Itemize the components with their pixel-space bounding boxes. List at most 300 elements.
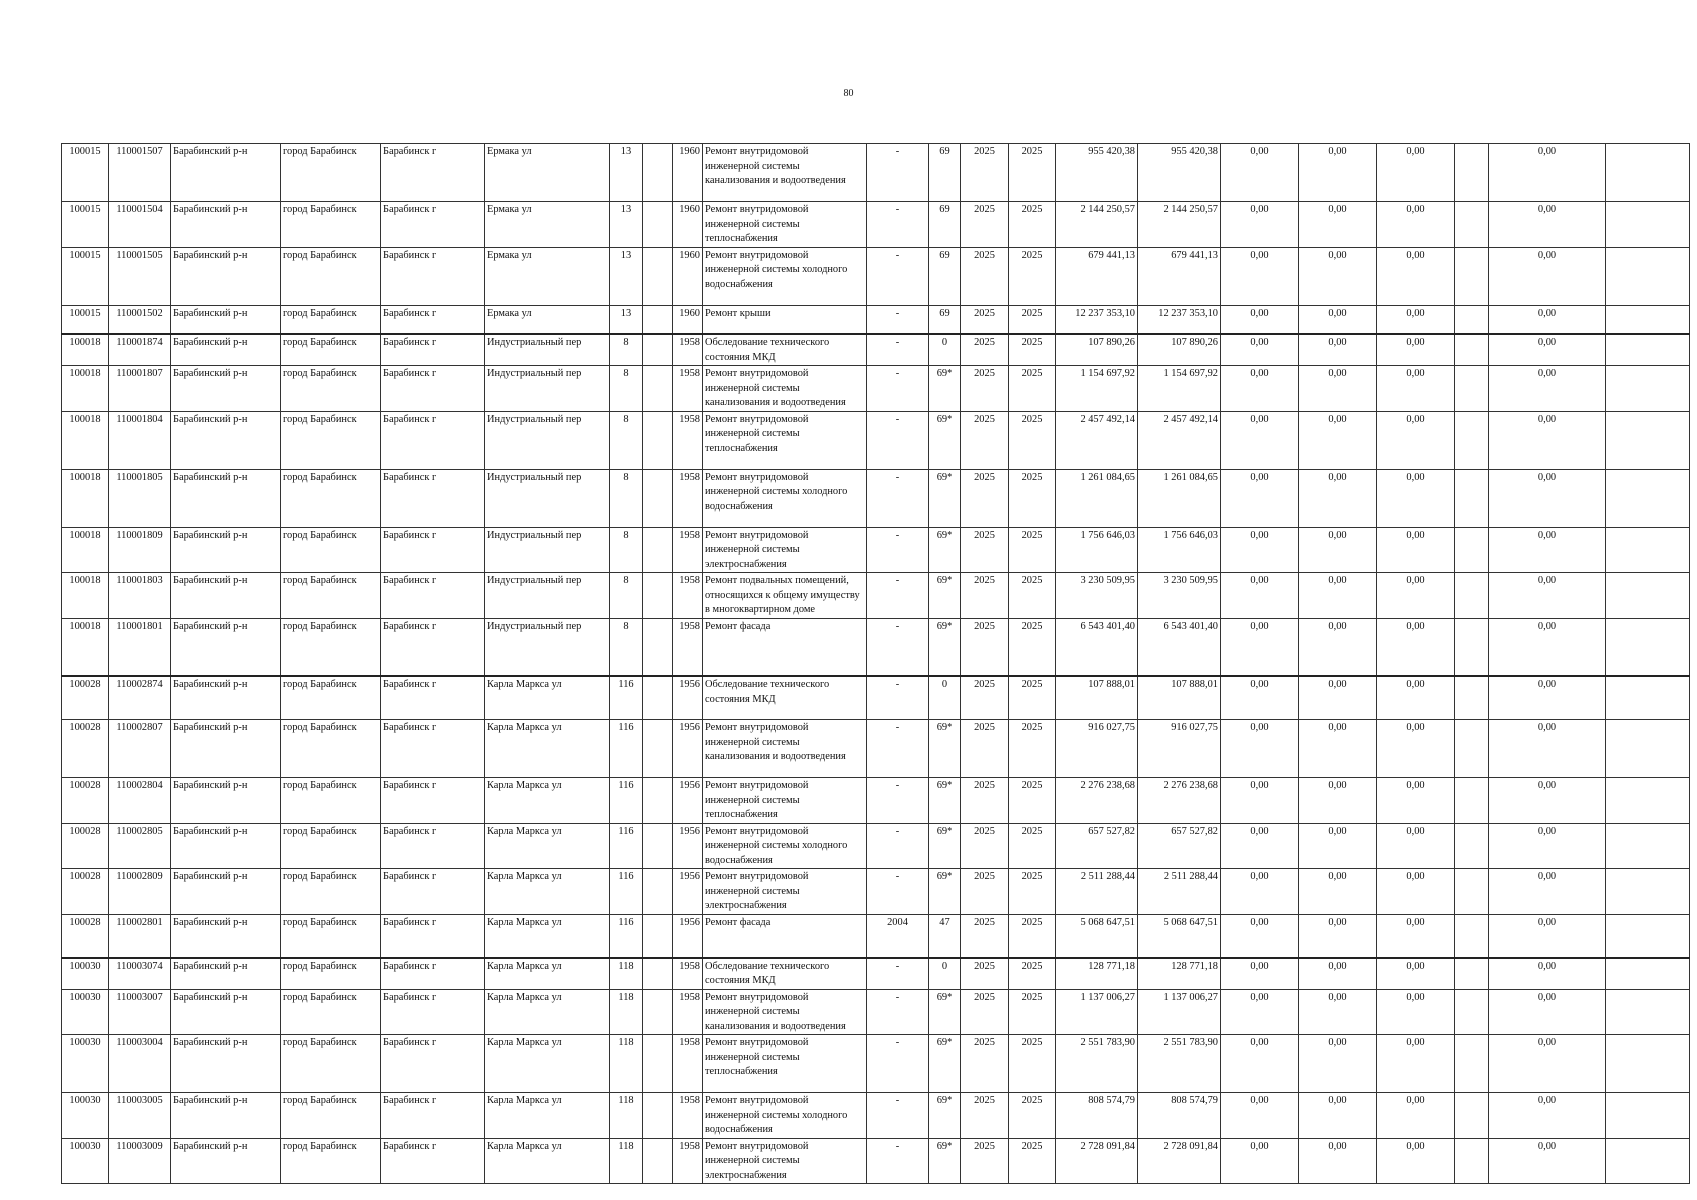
cell-building-corpus (643, 247, 673, 305)
cell-construction-year: 1956 (673, 778, 703, 824)
cell-construction-year: 1960 (673, 305, 703, 334)
cell-house-number: 8 (610, 366, 643, 412)
cell-construction-year: 1958 (673, 618, 703, 676)
cell-work-code: 110001809 (109, 527, 171, 573)
cell-wear-percent: 47 (929, 914, 961, 958)
cell-work-type: Ремонт внутридомовой инженерной системы канализования и водоотведения (703, 144, 867, 202)
cell-work-type: Ремонт внутридомовой инженерной системы канализования и водоотведения (703, 366, 867, 412)
cell-street: Ермака ул (485, 305, 610, 334)
cell-last-repair-year: - (867, 469, 929, 527)
cell-note (1606, 676, 1690, 720)
cell-street: Индустриальный пер (485, 366, 610, 412)
cell-cost-total: 679 441,13 (1056, 247, 1138, 305)
cell-work-type: Ремонт внутридомовой инженерной системы холодного водоснабжения (703, 247, 867, 305)
cell-work-type: Ремонт подвальных помещений, относящихся к общему имуществу в многоквартирном доме (703, 573, 867, 619)
cell-cost-local: 0,00 (1377, 144, 1455, 202)
cell-wear-percent: 69* (929, 1035, 961, 1093)
table-row (62, 144, 1690, 202)
cell-construction-year: 1956 (673, 823, 703, 869)
cell-municipality: город Барабинск (281, 823, 381, 869)
cell-work-code: 110001504 (109, 202, 171, 248)
cell-cost-regional: 0,00 (1299, 305, 1377, 334)
cell-cost-local: 0,00 (1377, 778, 1455, 824)
table-row (62, 618, 1690, 676)
table-row (62, 778, 1690, 824)
cell-building-corpus (643, 914, 673, 958)
cell-district: Барабинский р-н (171, 1093, 281, 1139)
cell-note (1606, 469, 1690, 527)
cell-start-year: 2025 (961, 573, 1009, 619)
cell-locality: Барабинск г (381, 247, 485, 305)
cell-wear-percent: 69* (929, 618, 961, 676)
cell-last-repair-year: - (867, 989, 929, 1035)
cell-cost-owners: 0,00 (1489, 247, 1606, 305)
cell-building-corpus (643, 720, 673, 778)
cell-record-id: 100018 (62, 411, 109, 469)
cell-cost-owners-extra (1455, 411, 1489, 469)
cell-note (1606, 247, 1690, 305)
cell-start-year: 2025 (961, 914, 1009, 958)
cell-cost-regional: 0,00 (1299, 1035, 1377, 1093)
cell-building-corpus (643, 1093, 673, 1139)
table-row (62, 305, 1690, 334)
cell-locality: Барабинск г (381, 305, 485, 334)
cell-street: Карла Маркса ул (485, 1035, 610, 1093)
cell-end-year: 2025 (1009, 720, 1056, 778)
cell-work-code: 110003074 (109, 958, 171, 990)
cell-municipality: город Барабинск (281, 305, 381, 334)
cell-cost-fund: 1 154 697,92 (1138, 366, 1221, 412)
cell-work-code: 110002801 (109, 914, 171, 958)
cell-street: Карла Маркса ул (485, 720, 610, 778)
cell-cost-regional: 0,00 (1299, 1093, 1377, 1139)
cell-cost-fund: 12 237 353,10 (1138, 305, 1221, 334)
cell-cost-owners-extra (1455, 778, 1489, 824)
cell-work-type: Ремонт внутридомовой инженерной системы канализования и водоотведения (703, 989, 867, 1035)
cell-note (1606, 914, 1690, 958)
cell-locality: Барабинск г (381, 958, 485, 990)
cell-cost-owners-extra (1455, 1035, 1489, 1093)
cell-cost-owners-extra (1455, 366, 1489, 412)
cell-locality: Барабинск г (381, 618, 485, 676)
cell-last-repair-year: - (867, 202, 929, 248)
cell-work-code: 110001507 (109, 144, 171, 202)
cell-cost-fund: 107 890,26 (1138, 334, 1221, 366)
cell-cost-owners-extra (1455, 247, 1489, 305)
cell-cost-regional: 0,00 (1299, 334, 1377, 366)
cell-work-type: Ремонт внутридомовой инженерной системы электроснабжения (703, 527, 867, 573)
cell-construction-year: 1958 (673, 334, 703, 366)
cell-street: Индустриальный пер (485, 527, 610, 573)
cell-note (1606, 527, 1690, 573)
cell-work-type: Ремонт фасада (703, 914, 867, 958)
cell-last-repair-year: - (867, 823, 929, 869)
cell-cost-owners-extra (1455, 720, 1489, 778)
cell-locality: Барабинск г (381, 144, 485, 202)
cell-cost-owners: 0,00 (1489, 366, 1606, 412)
cell-house-number: 8 (610, 618, 643, 676)
cell-cost-owners: 0,00 (1489, 334, 1606, 366)
cell-note (1606, 1093, 1690, 1139)
cell-cost-owners: 0,00 (1489, 527, 1606, 573)
cell-last-repair-year: - (867, 366, 929, 412)
cell-cost-owners: 0,00 (1489, 411, 1606, 469)
cell-cost-owners-extra (1455, 989, 1489, 1035)
cell-cost-owners: 0,00 (1489, 305, 1606, 334)
cell-start-year: 2025 (961, 823, 1009, 869)
cell-municipality: город Барабинск (281, 1093, 381, 1139)
table-row (62, 573, 1690, 619)
cell-cost-owners: 0,00 (1489, 823, 1606, 869)
cell-building-corpus (643, 989, 673, 1035)
cell-start-year: 2025 (961, 469, 1009, 527)
cell-work-type: Ремонт внутридомовой инженерной системы теплоснабжения (703, 778, 867, 824)
cell-end-year: 2025 (1009, 1138, 1056, 1184)
cell-cost-federal: 0,00 (1221, 573, 1299, 619)
cell-end-year: 2025 (1009, 469, 1056, 527)
cell-cost-total: 657 527,82 (1056, 823, 1138, 869)
cell-cost-owners: 0,00 (1489, 989, 1606, 1035)
cell-cost-total: 5 068 647,51 (1056, 914, 1138, 958)
cell-house-number: 8 (610, 573, 643, 619)
cell-cost-federal: 0,00 (1221, 676, 1299, 720)
cell-last-repair-year: - (867, 778, 929, 824)
cell-construction-year: 1956 (673, 676, 703, 720)
table-row (62, 958, 1690, 990)
cell-start-year: 2025 (961, 144, 1009, 202)
cell-cost-owners: 0,00 (1489, 676, 1606, 720)
cell-record-id: 100015 (62, 144, 109, 202)
cell-cost-owners: 0,00 (1489, 869, 1606, 915)
cell-locality: Барабинск г (381, 573, 485, 619)
cell-cost-fund: 955 420,38 (1138, 144, 1221, 202)
cell-district: Барабинский р-н (171, 469, 281, 527)
cell-work-code: 110003009 (109, 1138, 171, 1184)
cell-record-id: 100015 (62, 305, 109, 334)
cell-construction-year: 1958 (673, 411, 703, 469)
cell-district: Барабинский р-н (171, 334, 281, 366)
cell-record-id: 100018 (62, 334, 109, 366)
cell-start-year: 2025 (961, 247, 1009, 305)
cell-building-corpus (643, 573, 673, 619)
cell-record-id: 100018 (62, 469, 109, 527)
cell-cost-owners-extra (1455, 144, 1489, 202)
cell-cost-fund: 1 756 646,03 (1138, 527, 1221, 573)
cell-end-year: 2025 (1009, 989, 1056, 1035)
table-row (62, 823, 1690, 869)
cell-cost-federal: 0,00 (1221, 618, 1299, 676)
cell-cost-fund: 5 068 647,51 (1138, 914, 1221, 958)
cell-record-id: 100015 (62, 247, 109, 305)
cell-work-code: 110003005 (109, 1093, 171, 1139)
cell-cost-federal: 0,00 (1221, 334, 1299, 366)
cell-record-id: 100015 (62, 202, 109, 248)
cell-cost-local: 0,00 (1377, 869, 1455, 915)
cell-last-repair-year: - (867, 869, 929, 915)
cell-record-id: 100018 (62, 366, 109, 412)
table-row (62, 527, 1690, 573)
cell-work-type: Ремонт внутридомовой инженерной системы холодного водоснабжения (703, 1093, 867, 1139)
cell-start-year: 2025 (961, 869, 1009, 915)
cell-note (1606, 202, 1690, 248)
cell-last-repair-year: - (867, 573, 929, 619)
cell-cost-regional: 0,00 (1299, 914, 1377, 958)
cell-last-repair-year: - (867, 334, 929, 366)
cell-cost-federal: 0,00 (1221, 914, 1299, 958)
cell-cost-fund: 2 511 288,44 (1138, 869, 1221, 915)
cell-note (1606, 144, 1690, 202)
cell-record-id: 100030 (62, 1035, 109, 1093)
cell-note (1606, 305, 1690, 334)
cell-construction-year: 1958 (673, 958, 703, 990)
cell-locality: Барабинск г (381, 989, 485, 1035)
cell-cost-owners-extra (1455, 869, 1489, 915)
cell-street: Карла Маркса ул (485, 869, 610, 915)
cell-street: Индустриальный пер (485, 334, 610, 366)
cell-municipality: город Барабинск (281, 1035, 381, 1093)
cell-building-corpus (643, 144, 673, 202)
cell-note (1606, 720, 1690, 778)
cell-cost-owners-extra (1455, 914, 1489, 958)
cell-district: Барабинский р-н (171, 914, 281, 958)
cell-record-id: 100028 (62, 869, 109, 915)
table-row (62, 676, 1690, 720)
cell-cost-total: 2 276 238,68 (1056, 778, 1138, 824)
cell-cost-fund: 657 527,82 (1138, 823, 1221, 869)
cell-cost-fund: 128 771,18 (1138, 958, 1221, 990)
table-row (62, 869, 1690, 915)
cell-start-year: 2025 (961, 1138, 1009, 1184)
cell-start-year: 2025 (961, 202, 1009, 248)
cell-cost-fund: 2 457 492,14 (1138, 411, 1221, 469)
cell-record-id: 100028 (62, 914, 109, 958)
table-row (62, 1035, 1690, 1093)
cell-work-type: Обследование технического состояния МКД (703, 676, 867, 720)
cell-district: Барабинский р-н (171, 869, 281, 915)
cell-cost-owners-extra (1455, 334, 1489, 366)
cell-district: Барабинский р-н (171, 366, 281, 412)
cell-wear-percent: 69 (929, 144, 961, 202)
cell-cost-owners: 0,00 (1489, 914, 1606, 958)
cell-building-corpus (643, 334, 673, 366)
cell-cost-local: 0,00 (1377, 720, 1455, 778)
table-row (62, 1093, 1690, 1139)
cell-work-code: 110001502 (109, 305, 171, 334)
cell-cost-local: 0,00 (1377, 1093, 1455, 1139)
cell-cost-total: 1 154 697,92 (1056, 366, 1138, 412)
cell-end-year: 2025 (1009, 618, 1056, 676)
cell-municipality: город Барабинск (281, 1138, 381, 1184)
cell-start-year: 2025 (961, 411, 1009, 469)
cell-house-number: 116 (610, 869, 643, 915)
cell-cost-local: 0,00 (1377, 989, 1455, 1035)
cell-house-number: 8 (610, 411, 643, 469)
cell-cost-fund: 2 144 250,57 (1138, 202, 1221, 248)
cell-municipality: город Барабинск (281, 144, 381, 202)
cell-end-year: 2025 (1009, 869, 1056, 915)
cell-wear-percent: 69* (929, 1138, 961, 1184)
cell-cost-regional: 0,00 (1299, 144, 1377, 202)
cell-cost-total: 955 420,38 (1056, 144, 1138, 202)
cell-locality: Барабинск г (381, 914, 485, 958)
cell-note (1606, 869, 1690, 915)
cell-construction-year: 1958 (673, 1093, 703, 1139)
cell-cost-owners-extra (1455, 676, 1489, 720)
cell-work-code: 110002804 (109, 778, 171, 824)
cell-wear-percent: 69* (929, 778, 961, 824)
cell-start-year: 2025 (961, 1093, 1009, 1139)
cell-house-number: 118 (610, 958, 643, 990)
cell-last-repair-year: - (867, 527, 929, 573)
cell-work-type: Ремонт внутридомовой инженерной системы холодного водоснабжения (703, 469, 867, 527)
cell-end-year: 2025 (1009, 305, 1056, 334)
cell-cost-regional: 0,00 (1299, 676, 1377, 720)
cell-cost-federal: 0,00 (1221, 247, 1299, 305)
cell-municipality: город Барабинск (281, 411, 381, 469)
cell-cost-fund: 808 574,79 (1138, 1093, 1221, 1139)
cell-district: Барабинский р-н (171, 676, 281, 720)
cell-building-corpus (643, 1035, 673, 1093)
cell-last-repair-year: 2004 (867, 914, 929, 958)
cell-cost-total: 1 261 084,65 (1056, 469, 1138, 527)
cell-cost-regional: 0,00 (1299, 958, 1377, 990)
cell-end-year: 2025 (1009, 573, 1056, 619)
cell-building-corpus (643, 202, 673, 248)
cell-last-repair-year: - (867, 411, 929, 469)
cell-house-number: 13 (610, 202, 643, 248)
cell-municipality: город Барабинск (281, 989, 381, 1035)
cell-street: Карла Маркса ул (485, 1093, 610, 1139)
cell-cost-fund: 1 137 006,27 (1138, 989, 1221, 1035)
table-row (62, 1138, 1690, 1184)
cell-building-corpus (643, 778, 673, 824)
cell-municipality: город Барабинск (281, 914, 381, 958)
cell-start-year: 2025 (961, 366, 1009, 412)
cell-end-year: 2025 (1009, 411, 1056, 469)
cell-note (1606, 411, 1690, 469)
cell-cost-local: 0,00 (1377, 366, 1455, 412)
cell-cost-fund: 107 888,01 (1138, 676, 1221, 720)
cell-locality: Барабинск г (381, 469, 485, 527)
cell-last-repair-year: - (867, 958, 929, 990)
cell-record-id: 100028 (62, 720, 109, 778)
cell-street: Индустриальный пер (485, 573, 610, 619)
cell-house-number: 118 (610, 1035, 643, 1093)
cell-end-year: 2025 (1009, 366, 1056, 412)
cell-cost-federal: 0,00 (1221, 305, 1299, 334)
cell-work-code: 110002805 (109, 823, 171, 869)
cell-municipality: город Барабинск (281, 869, 381, 915)
cell-cost-total: 808 574,79 (1056, 1093, 1138, 1139)
cell-district: Барабинский р-н (171, 202, 281, 248)
cell-cost-total: 128 771,18 (1056, 958, 1138, 990)
cell-locality: Барабинск г (381, 334, 485, 366)
cell-cost-local: 0,00 (1377, 958, 1455, 990)
table-row (62, 202, 1690, 248)
cell-cost-local: 0,00 (1377, 823, 1455, 869)
cell-wear-percent: 69* (929, 989, 961, 1035)
cell-district: Барабинский р-н (171, 720, 281, 778)
cell-locality: Барабинск г (381, 1138, 485, 1184)
cell-locality: Барабинск г (381, 1093, 485, 1139)
cell-district: Барабинский р-н (171, 144, 281, 202)
cell-building-corpus (643, 618, 673, 676)
cell-cost-total: 107 888,01 (1056, 676, 1138, 720)
cell-locality: Барабинск г (381, 411, 485, 469)
cell-construction-year: 1960 (673, 202, 703, 248)
cell-cost-local: 0,00 (1377, 1138, 1455, 1184)
cell-locality: Барабинск г (381, 1035, 485, 1093)
cell-cost-local: 0,00 (1377, 1035, 1455, 1093)
cell-cost-total: 2 728 091,84 (1056, 1138, 1138, 1184)
cell-cost-total: 2 144 250,57 (1056, 202, 1138, 248)
cell-wear-percent: 69* (929, 411, 961, 469)
cell-house-number: 118 (610, 1138, 643, 1184)
cell-note (1606, 366, 1690, 412)
cell-cost-owners: 0,00 (1489, 1093, 1606, 1139)
cell-cost-owners: 0,00 (1489, 1035, 1606, 1093)
cell-work-code: 110003007 (109, 989, 171, 1035)
cell-cost-total: 916 027,75 (1056, 720, 1138, 778)
cell-district: Барабинский р-н (171, 1138, 281, 1184)
cell-locality: Барабинск г (381, 366, 485, 412)
cell-work-type: Обследование технического состояния МКД (703, 334, 867, 366)
cell-cost-regional: 0,00 (1299, 573, 1377, 619)
cell-district: Барабинский р-н (171, 247, 281, 305)
cell-record-id: 100018 (62, 618, 109, 676)
cell-work-code: 110001801 (109, 618, 171, 676)
cell-work-type: Ремонт внутридомовой инженерной системы теплоснабжения (703, 411, 867, 469)
cell-construction-year: 1960 (673, 247, 703, 305)
cell-cost-fund: 1 261 084,65 (1138, 469, 1221, 527)
cell-end-year: 2025 (1009, 823, 1056, 869)
cell-cost-owners-extra (1455, 573, 1489, 619)
cell-cost-owners: 0,00 (1489, 720, 1606, 778)
cell-start-year: 2025 (961, 958, 1009, 990)
cell-work-code: 110002809 (109, 869, 171, 915)
cell-building-corpus (643, 823, 673, 869)
cell-construction-year: 1958 (673, 366, 703, 412)
cell-wear-percent: 69* (929, 869, 961, 915)
cell-work-code: 110001807 (109, 366, 171, 412)
cell-record-id: 100028 (62, 778, 109, 824)
cell-cost-local: 0,00 (1377, 618, 1455, 676)
cell-municipality: город Барабинск (281, 618, 381, 676)
table-row (62, 334, 1690, 366)
cell-cost-local: 0,00 (1377, 247, 1455, 305)
cell-locality: Барабинск г (381, 527, 485, 573)
cell-cost-owners: 0,00 (1489, 618, 1606, 676)
cell-start-year: 2025 (961, 778, 1009, 824)
cell-house-number: 13 (610, 247, 643, 305)
cell-street: Карла Маркса ул (485, 823, 610, 869)
cell-cost-fund: 679 441,13 (1138, 247, 1221, 305)
cell-wear-percent: 0 (929, 676, 961, 720)
cell-cost-regional: 0,00 (1299, 823, 1377, 869)
cell-cost-owners-extra (1455, 823, 1489, 869)
cell-work-type: Ремонт внутридомовой инженерной системы электроснабжения (703, 1138, 867, 1184)
cell-end-year: 2025 (1009, 778, 1056, 824)
cell-end-year: 2025 (1009, 958, 1056, 990)
cell-note (1606, 989, 1690, 1035)
cell-end-year: 2025 (1009, 676, 1056, 720)
cell-work-type: Ремонт внутридомовой инженерной системы электроснабжения (703, 869, 867, 915)
cell-cost-regional: 0,00 (1299, 1138, 1377, 1184)
cell-note (1606, 778, 1690, 824)
cell-wear-percent: 69* (929, 469, 961, 527)
cell-last-repair-year: - (867, 618, 929, 676)
cell-cost-federal: 0,00 (1221, 366, 1299, 412)
